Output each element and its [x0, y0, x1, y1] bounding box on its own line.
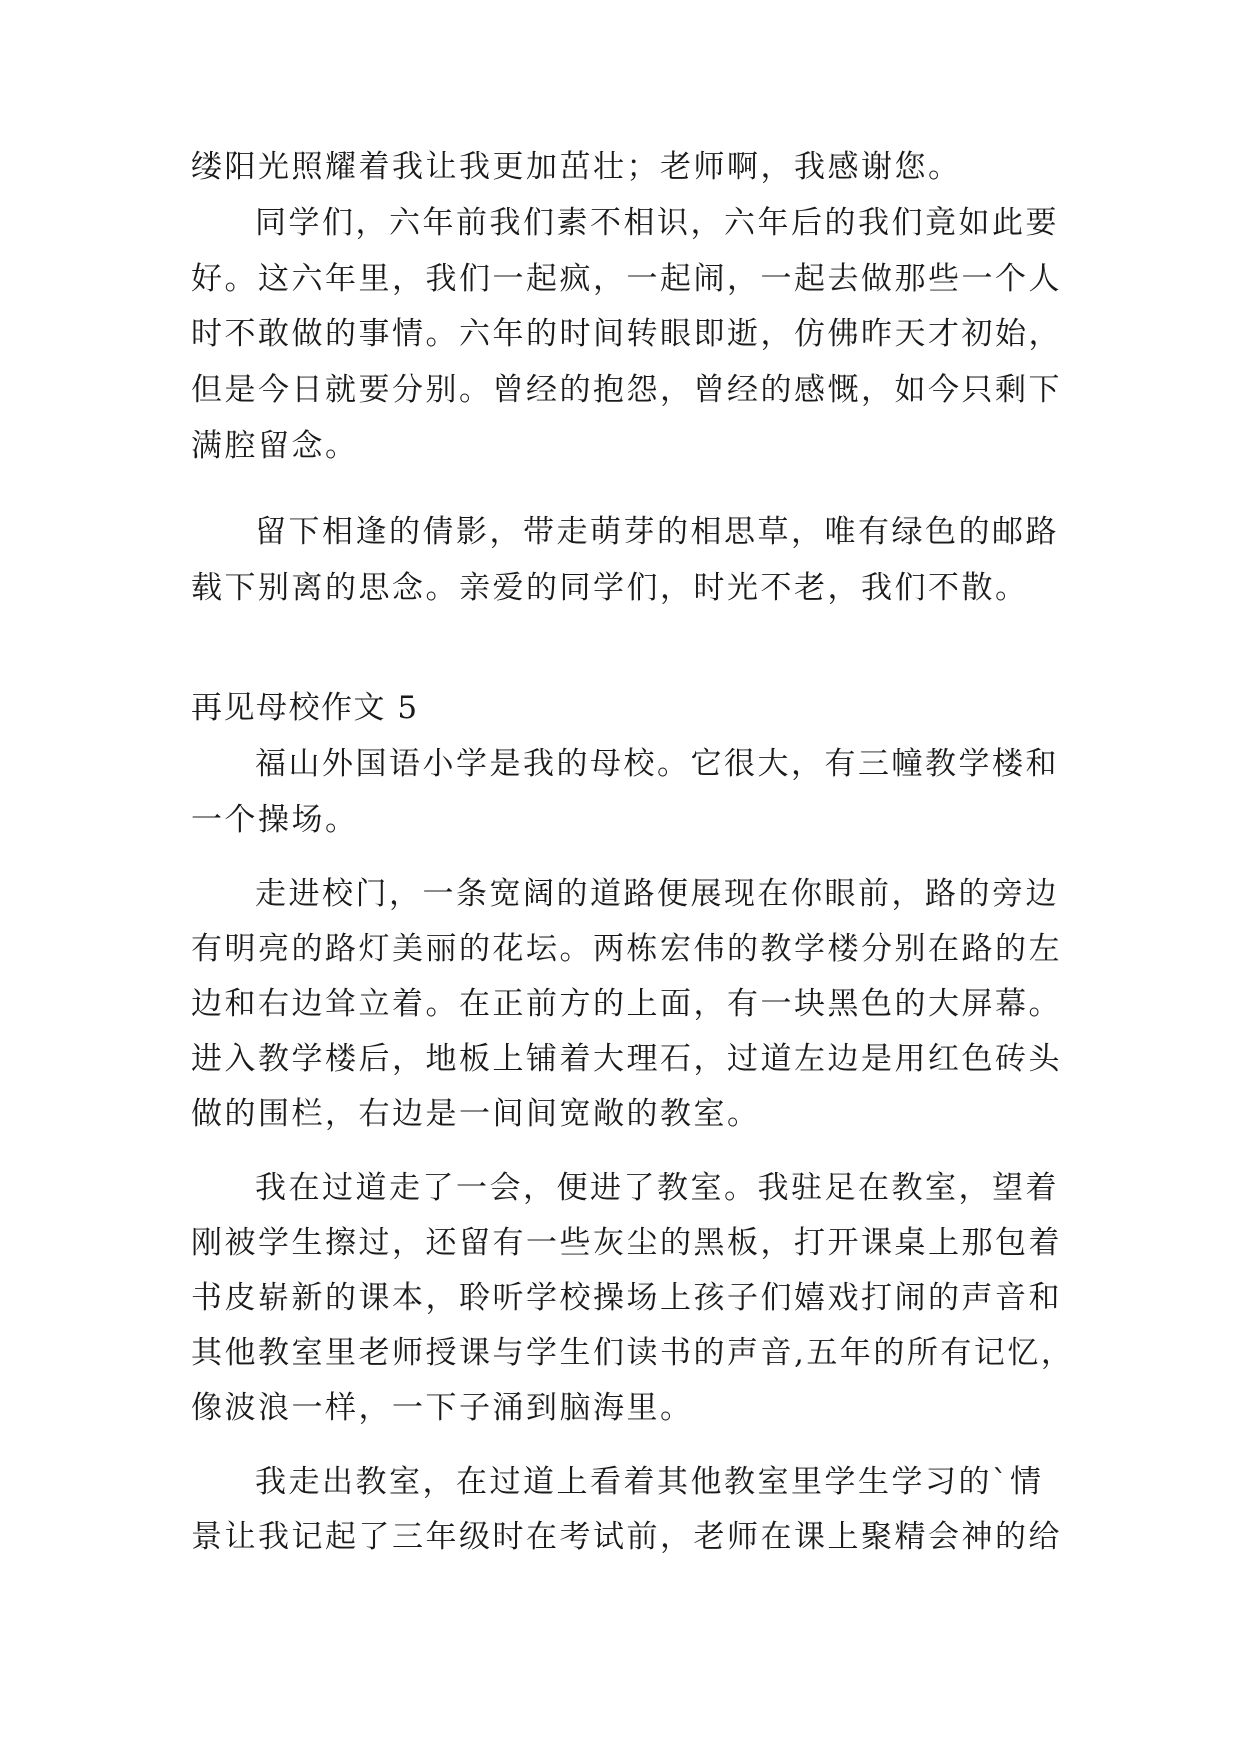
text-line: 缕阳光照耀着我让我更加茁壮；老师啊，我感谢您。: [191, 149, 962, 185]
text-line: 有明亮的路灯美丽的花坛。两栋宏伟的教学楼分别在路的左: [191, 931, 1062, 967]
paragraph-start: 走进校门，一条宽阔的道路便展现在你眼前，路的旁边: [255, 876, 1059, 912]
text-line: 其他教室里老师授课与学生们读书的声音,五年的所有记忆，: [191, 1335, 1075, 1371]
text-line: 载下别离的思念。亲爱的同学们，时光不老，我们不散。: [191, 570, 1029, 606]
text-line: 满腔留念。: [191, 428, 359, 464]
text-line: 边和右边耸立着。在正前方的上面，有一块黑色的大屏幕。: [191, 986, 1062, 1022]
paragraph-start: 留下相逢的倩影，带走萌芽的相思草，唯有绿色的邮路: [255, 514, 1059, 550]
text-line: 一个操场。: [191, 802, 359, 838]
text-line: 但是今日就要分别。曾经的抱怨，曾经的感慨，如今只剩下: [191, 372, 1062, 408]
paragraph-start: 我走出教室，在过道上看着其他教室里学生学习的`情: [255, 1464, 1044, 1500]
paragraph-start: 我在过道走了一会，便进了教室。我驻足在教室，望着: [255, 1170, 1059, 1206]
section-heading: 再见母校作文 5: [191, 690, 419, 726]
text-line: 像波浪一样，一下子涌到脑海里。: [191, 1390, 694, 1426]
paragraph-start: 同学们，六年前我们素不相识，六年后的我们竟如此要: [255, 205, 1059, 241]
text-line: 书皮崭新的课本，聆听学校操场上孩子们嬉戏打闹的声音和: [191, 1280, 1062, 1316]
text-line: 时不敢做的事情。六年的时间转眼即逝，仿佛昨天才初始，: [191, 316, 1062, 352]
text-line: 好。这六年里，我们一起疯，一起闹，一起去做那些一个人: [191, 261, 1062, 297]
text-line: 进入教学楼后，地板上铺着大理石，过道左边是用红色砖头: [191, 1041, 1062, 1077]
text-line: 做的围栏，右边是一间间宽敞的教室。: [191, 1096, 761, 1132]
text-line: 景让我记起了三年级时在考试前，老师在课上聚精会神的给: [191, 1519, 1062, 1555]
paragraph-start: 福山外国语小学是我的母校。它很大，有三幢教学楼和: [255, 746, 1059, 782]
text-line: 刚被学生擦过，还留有一些灰尘的黑板，打开课桌上那包着: [191, 1225, 1062, 1261]
